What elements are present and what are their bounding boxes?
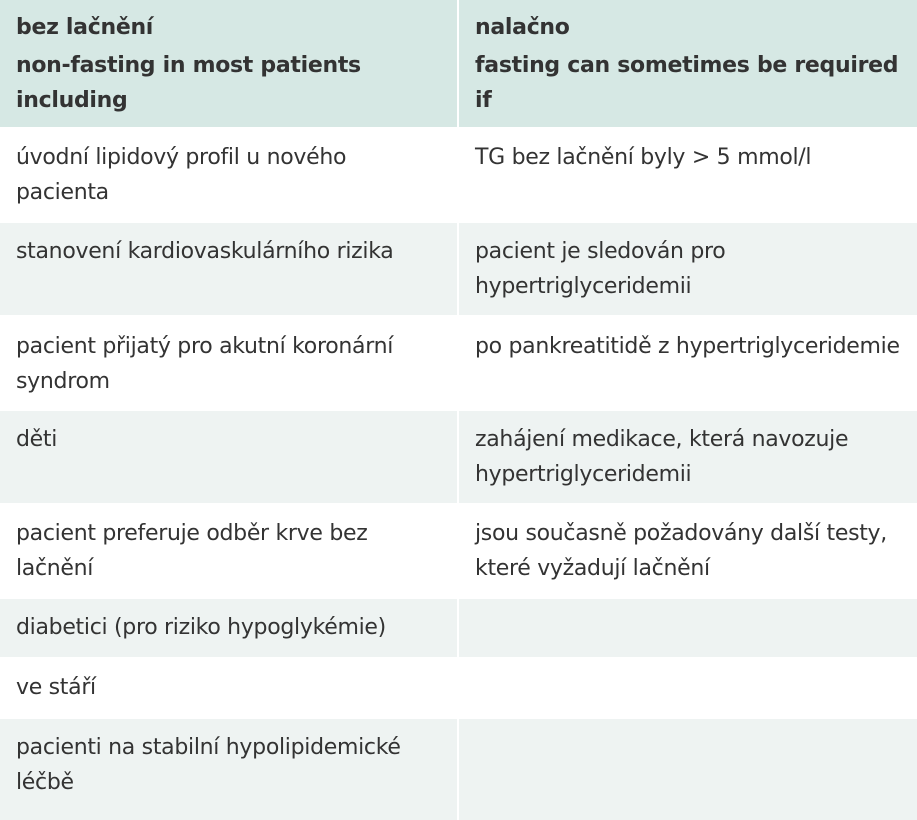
table-header-row [0,0,917,128]
header-cell-fasting [458,0,917,128]
table-row [0,128,917,222]
header-subtitle-non-fasting: non-fasting in most patients including [16,53,361,113]
table-row [0,222,917,316]
table-row [0,504,917,598]
header-subtitle-fasting: fasting can sometimes be required if [475,53,899,113]
table-cell-left: diabetici (pro riziko hypoglykémie) [0,598,458,658]
table-cell-right [458,658,917,718]
table-cell-left: pacienti na stabilní hypolipidemické léčbě [0,718,458,820]
table-row [0,598,917,658]
table-row [0,316,917,410]
table-cell-left: pacient přijatý pro akutní koronární syndrom [0,316,458,410]
table-row [0,658,917,718]
table-cell-left: stanovení kardiovaskulárního rizika [0,222,458,316]
table-cell-right: zahájení medikace, která navozuje hypertriglyceridemii [458,410,917,504]
table-cell-right: po pankreatitidě z hypertriglyceridemie [458,316,917,410]
table-cell-left: děti [0,410,458,504]
table-row [0,410,917,504]
table-cell-right: jsou současně požadovány další testy, které vyžadují lačnění [458,504,917,598]
table-cell-left: úvodní lipidový profil u nového pacienta [0,128,458,222]
header-title-fasting: nalačno [475,15,570,40]
table-cell-right [458,718,917,820]
table-row [0,718,917,820]
table-cell-right: TG bez lačnění byly > 5 mmol/l [458,128,917,222]
header-title-non-fasting: bez lačnění [16,15,154,40]
header-cell-non-fasting [0,0,458,128]
table-cell-left: ve stáří [0,658,458,718]
table-cell-right: pacient je sledován pro hypertriglyceridemii [458,222,917,316]
table-cell-right [458,598,917,658]
table-cell-left: pacient preferuje odběr krve bez lačnění [0,504,458,598]
